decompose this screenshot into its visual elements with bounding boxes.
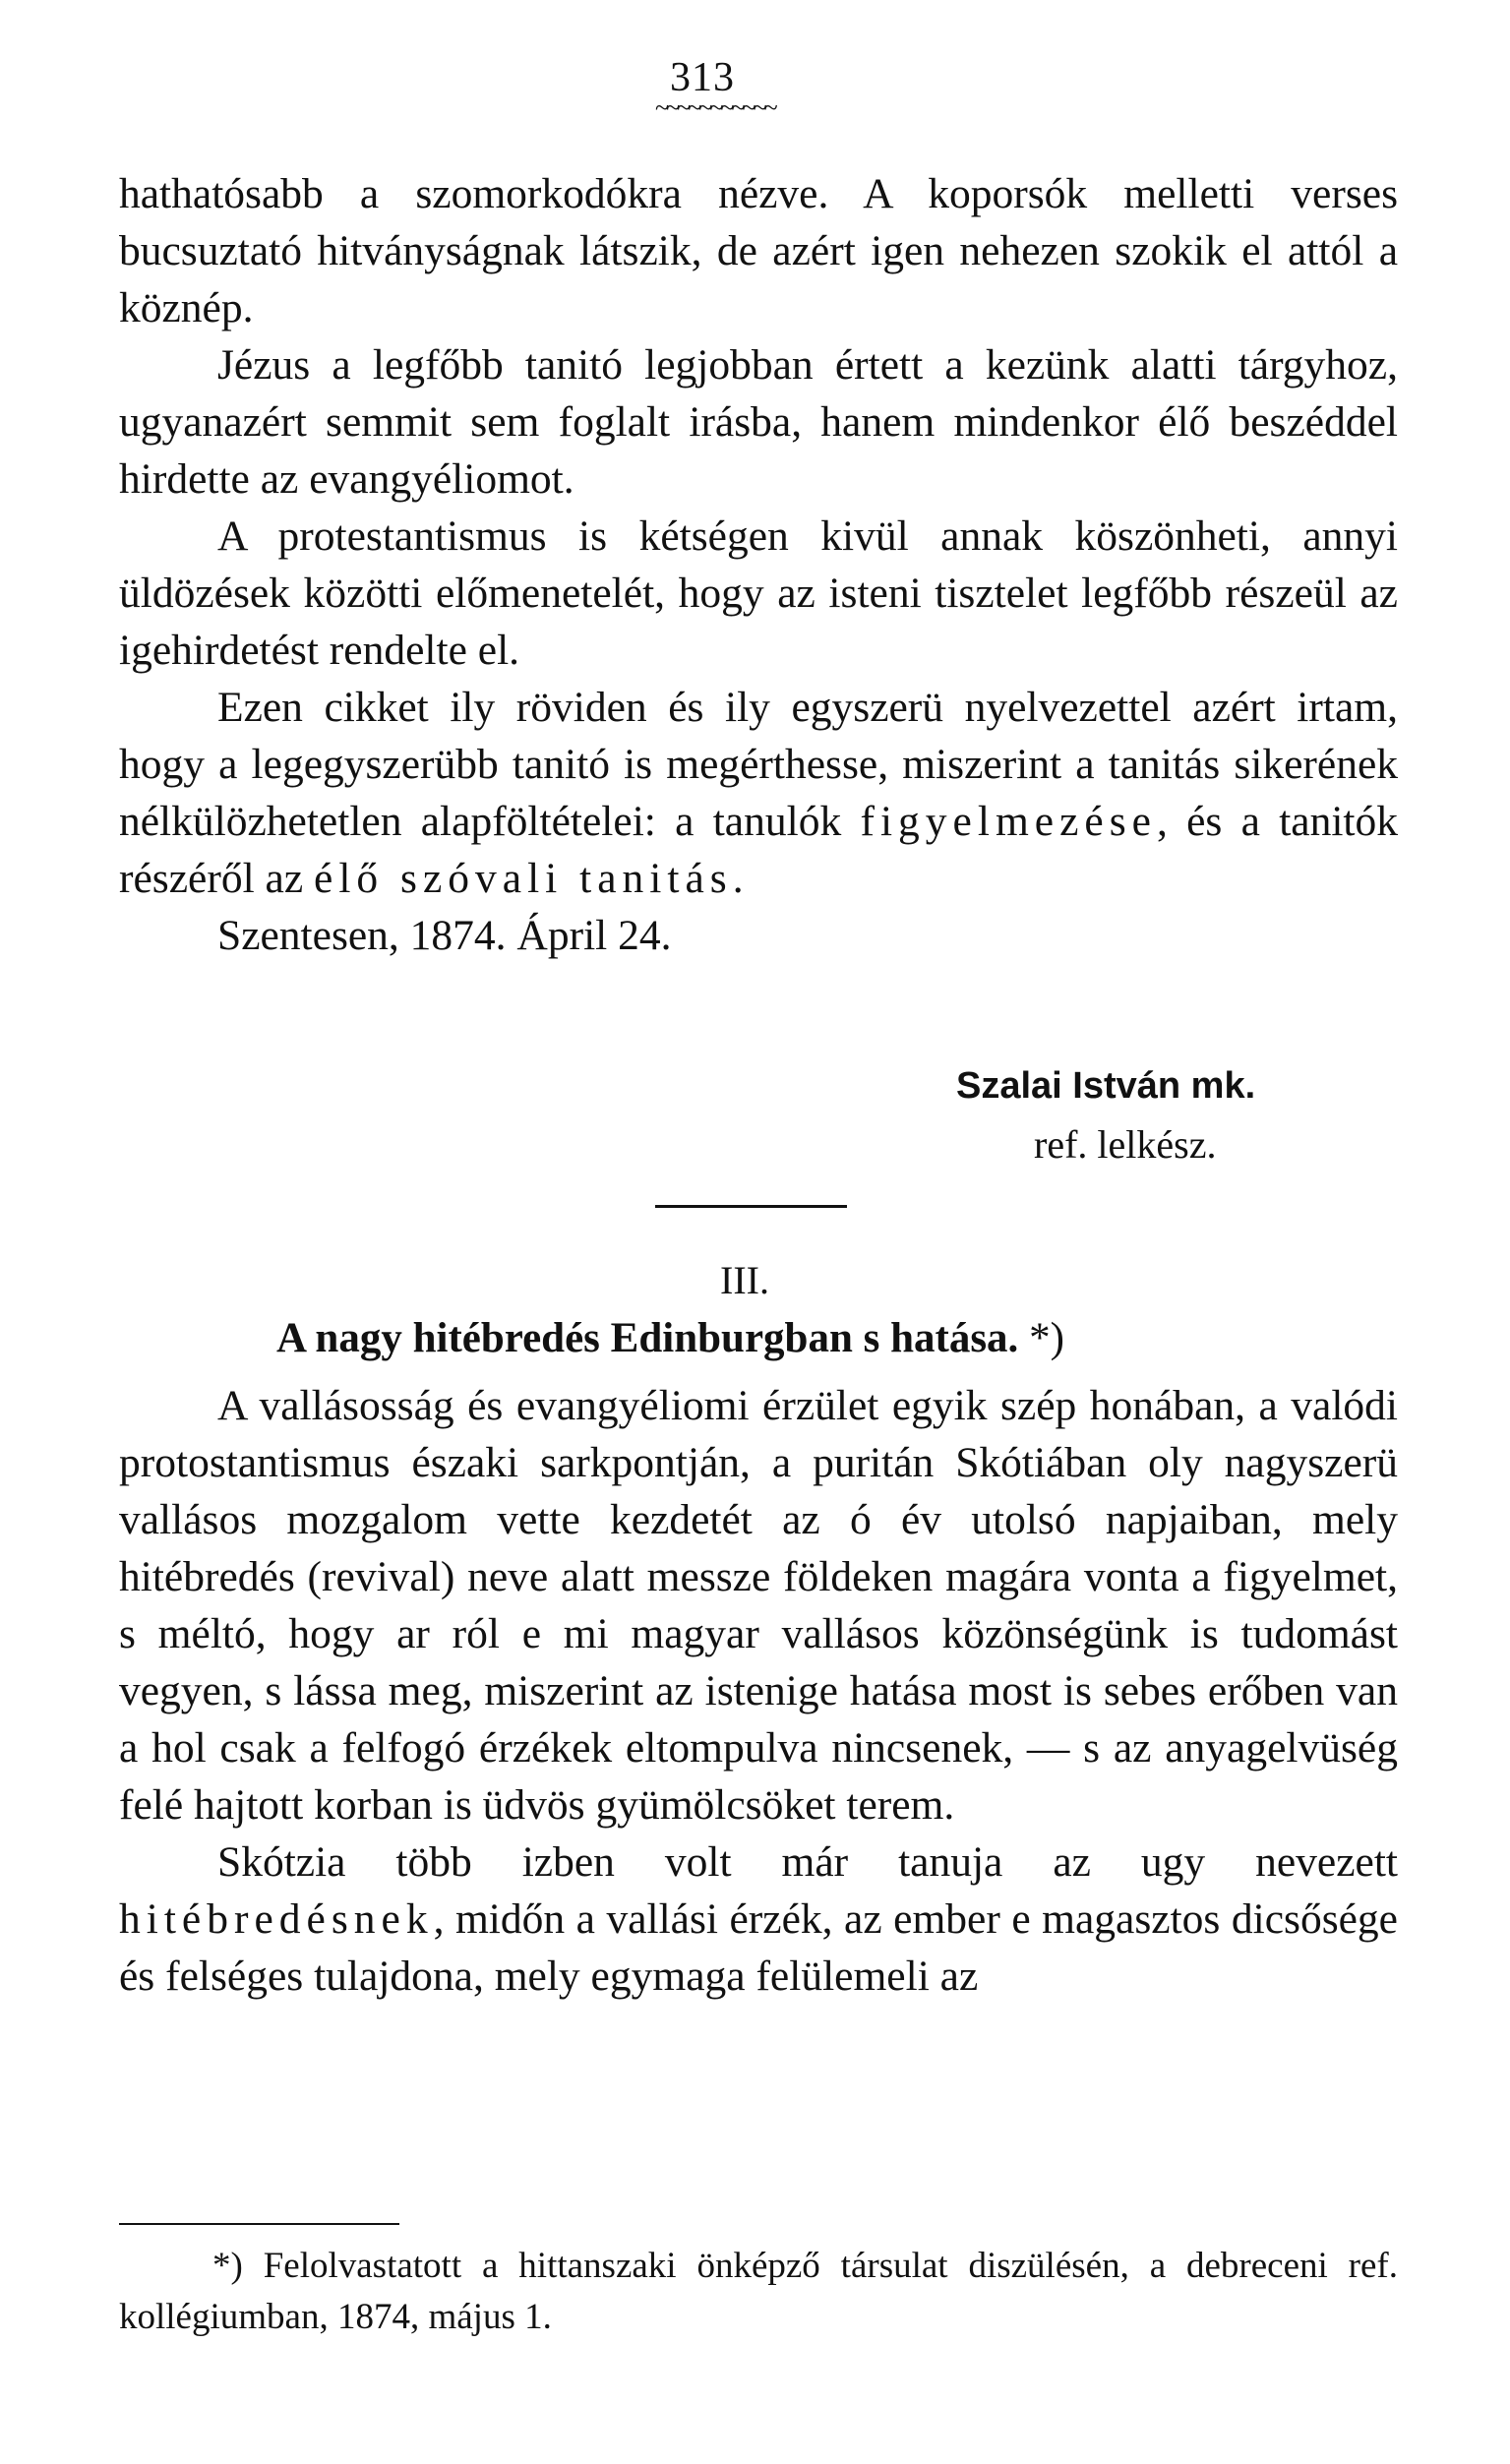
paragraph-protestantism: A protestantismus is kétségen kivül annak köszönheti, annyi üldözések közötti előmenetelét, hogy az isteni tisztelet legfőbb részeül az igehirdetést rendelte el. [119,512,1398,674]
history-text-end: , midőn a vallási érzék, az ember e magasztos dicsősége és felséges tulajdona, mely egymaga felülemeli az [119,1895,1398,2000]
header-ornament: ~~~~~~~~~~~ [655,100,775,116]
dateline: Szentesen, 1874. Ápril 24. [217,912,672,959]
paragraph-conclusion [119,679,1398,907]
footnote-text: *) Felolvastatott a hittanszaki önképző társulat diszülésén, a debreceni ref. kollégiumban, 1874, május 1. [119,2246,1398,2337]
emphasis-elo-szovali-tanitas: élő szóvali tanitás [314,855,733,902]
text-block-top [119,165,1398,964]
book-page [119,0,1398,2464]
paragraph-jesus: Jézus a legfőbb tanitó legjobban értett a kezünk alatti tárgyhoz, ugyanazért semmit sem foglalt irásba, hanem mindenkor élő beszéddel hirdette az evangyéliomot. [119,341,1398,503]
paragraph-continued: hathatósabb a szomorkodókra nézve. A koporsók melletti verses bucsuztató hitványságnak látszik, de azért igen nehezen szokik el attól a köznép. [119,170,1398,331]
section-title-text: A nagy hitébredés Edinburgban s hatása. [276,1315,1019,1361]
section-divider [655,1205,847,1208]
emphasis-hitebredesnek: hitébredésnek [119,1895,434,1943]
text-block-bottom [119,1377,1398,2005]
page-number: 313 [670,55,735,100]
history-text-start: Skótzia több izben volt már tanuja az ugy nevezett [217,1838,1398,1886]
signature-office: ref. lelkész. [1034,1122,1217,1167]
emphasis-figyelmezese: figyelmezése [860,798,1157,845]
section-title [276,1314,1064,1362]
paragraph-scotland-history [119,1833,1398,2005]
signature-name: Szalai István mk. [956,1065,1256,1107]
footnote-rule [119,2223,399,2225]
paragraph-scotland-revival: A vallásosság és evangyéliomi érzület egyik szép honában, a valódi protostantismus északi sarkpontján, a puritán Skótiában oly nagyszerü vallásos mozgalom vette kezdetét az ó év utolsó napjaiban, mely hitébredés (revival) neve alatt messze földeken magára vonta a figyelmet, s méltó, hogy ar ról e mi magyar vallásos közönségünk is tudomást vegyen, s lássa meg, miszerint az istenige hatása most is sebes erőben van a hol csak a felfogó érzékek eltompulva nincsenek, — s az anyagelvüség felé hajtott korban is üdvös gyümölcsöket terem. [119,1382,1398,1829]
section-number: III. [720,1258,769,1302]
conclusion-text-mid: , és a tanitók részéről az [119,798,1399,902]
conclusion-text-start: Ezen cikket ily röviden és ily egyszerü nyelvezettel azért irtam, hogy a legegyszerübb tanitó is megérthesse, miszerint a tanitás sikerének nélkülözhetetlen alapföltételei: a tanulók [119,684,1398,845]
footnote [119,2241,1398,2343]
conclusion-text-end: . [732,855,744,902]
footnote-marker: *) [1029,1315,1064,1361]
